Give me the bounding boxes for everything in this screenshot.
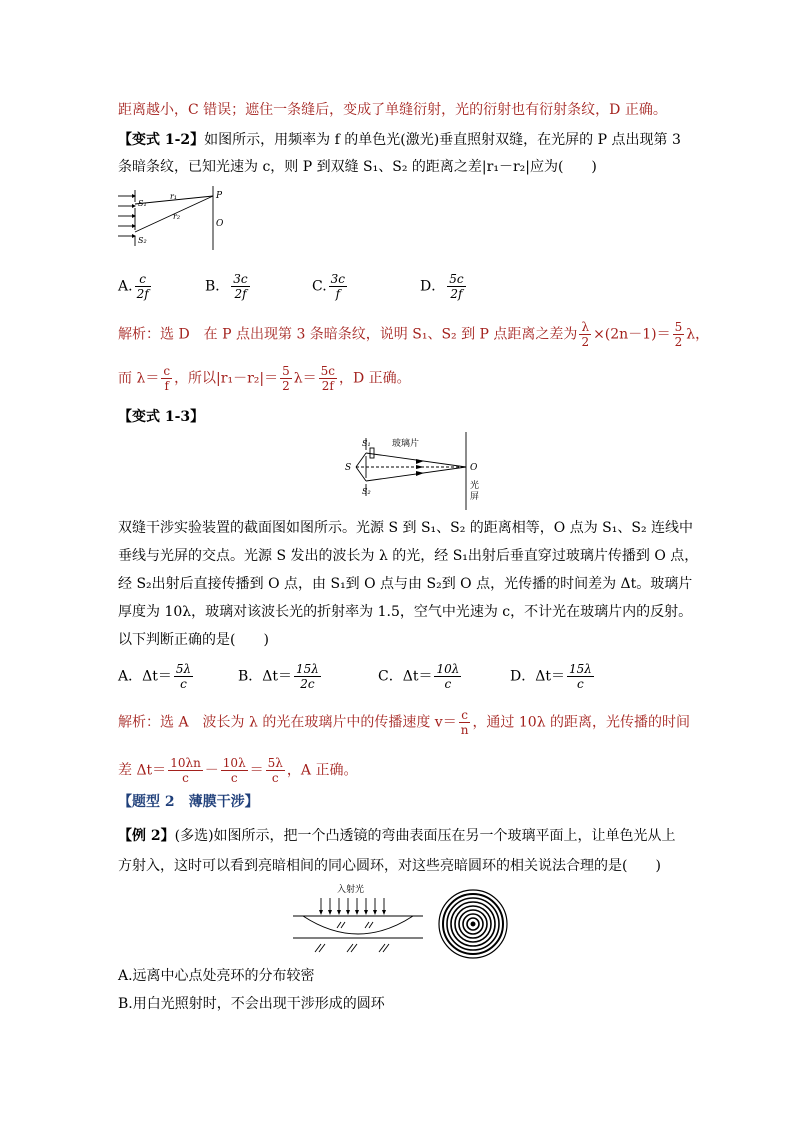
solution-fraction (319, 364, 337, 393)
option-label: C．Δt＝ (378, 668, 433, 685)
fig-label-o: O (216, 219, 224, 229)
denominator: 2f (321, 379, 334, 393)
option-fraction (447, 272, 465, 301)
solution-text: ×(2n－1)＝ (593, 326, 671, 343)
solution-text: 而 λ＝ (118, 370, 160, 387)
solution-text: 差 Δt＝ (118, 762, 167, 779)
option-label: B． (205, 278, 230, 295)
variant-1-2-solution-line1 (118, 320, 709, 349)
numerator: c (459, 708, 471, 723)
solution-text: ，所以|r₁－r₂|＝ (174, 370, 279, 387)
solution-fraction (221, 756, 248, 785)
variant-1-3-stem-line: 垂线与光屏的交点。光源 S 发出的波长为 λ 的光，经 S₁出射后垂直穿过玻璃片传播到 O 点， (118, 548, 699, 564)
numerator: 15λ (568, 662, 592, 676)
fig-label-incident-light: 入射光 (337, 885, 365, 895)
option-label: A．Δt＝ (118, 668, 172, 685)
variant-1-2-option-d (420, 272, 468, 301)
denominator: 2f (450, 287, 463, 301)
variant-1-2-option-c (312, 272, 349, 301)
denominator: 2f (234, 287, 247, 301)
variant-1-2-solution-line2 (118, 364, 411, 393)
numerator: 10λ (222, 756, 246, 770)
previous-solution-line: 距离越小，C 错误；遮住一条缝后，变成了单缝衍射，光的衍射也有衍射条纹，D 正确。 (118, 102, 667, 118)
solution-fraction (161, 364, 172, 393)
numerator: 10λ (436, 662, 460, 676)
fig-label-s: S (345, 463, 352, 473)
variant-1-2-option-b (205, 272, 252, 301)
option-fraction (329, 272, 347, 301)
variant-1-3-stem-line: 双缝干涉实验装置的截面图如图所示。光源 S 到 S₁、S₂ 的距离相等，O 点为 S₁、S₂ 连线中 (118, 520, 694, 536)
numerator: 10λn (170, 756, 201, 770)
example-2-stem-line1 (118, 826, 676, 846)
numerator: 5λ (175, 662, 192, 676)
example-2-option-a: A.远离中心点处亮环的分布较密 (118, 968, 315, 984)
numerator: 5c (320, 364, 335, 378)
fig-label-s2: S₂ (362, 487, 371, 496)
option-label: B．Δt＝ (238, 668, 293, 685)
variant-1-3-stem-line: 以下判断正确的是( ) (118, 632, 269, 648)
denominator: c (444, 677, 452, 691)
option-label: D． (420, 278, 446, 295)
denominator: 2f (136, 287, 149, 301)
variant-1-2-stem-text1: 如图所示，用频率为 f 的单色光(激光)垂直照射双缝，在光屏的 P 点出现第 3 (204, 132, 681, 148)
variant-1-3-option-d (510, 662, 596, 691)
denominator: c (180, 677, 187, 691)
variant-1-3-option-c (378, 662, 463, 691)
option-fraction (135, 272, 151, 301)
solution-text: － (204, 762, 219, 779)
solution-fraction (168, 756, 203, 785)
solution-fraction (266, 756, 285, 785)
solution-text: ，A 正确。 (286, 762, 358, 779)
variant-1-3-stem-line: 厚度为 10λ，玻璃对该波长光的折射率为 1.5，空气中光速为 c，不计光在玻璃片内的反射。 (118, 604, 693, 620)
denominator: 2c (300, 677, 315, 691)
solution-text: ，D 正确。 (338, 370, 411, 387)
denominator: c (271, 771, 279, 785)
fig-label-o: O (470, 463, 478, 473)
solution-fraction (579, 320, 591, 349)
numerator: 3c (330, 272, 346, 286)
solution-text: ，通过 10λ 的距离，光传播的时间 (472, 714, 691, 731)
option-fraction (231, 272, 249, 301)
fig-label-s2: S₂ (138, 236, 147, 245)
option-fraction (294, 662, 321, 691)
variant-1-2-option-a (118, 272, 153, 301)
variant-1-3-solution-line2 (118, 756, 357, 785)
numerator: 5λ (267, 756, 283, 770)
fig-label-glass: 玻璃片 (392, 439, 420, 449)
numerator: 15λ (296, 662, 319, 676)
option-fraction (174, 662, 193, 691)
denominator: f (164, 379, 169, 393)
option-label: D．Δt＝ (510, 668, 565, 685)
denominator: 2 (581, 335, 590, 349)
denominator: n (460, 723, 469, 737)
solution-text: λ， (686, 326, 710, 343)
option-fraction (434, 662, 461, 691)
variant-1-3-option-a (118, 662, 195, 691)
fig-label-r2: r₂ (173, 212, 181, 221)
variant-1-3-option-b (238, 662, 323, 691)
numerator: 3c (233, 272, 248, 286)
double-slit-figure (118, 186, 238, 250)
fig-label-r1: r₁ (170, 192, 178, 201)
fig-label-s1: S₁ (138, 199, 147, 208)
solution-fraction (459, 708, 471, 737)
fig-label-screen-2: 屏 (470, 492, 480, 502)
solution-text: 解析：选 D 在 P 点出现第 3 条暗条纹，说明 S₁、S₂ 到 P 点距离之差为 (118, 326, 578, 343)
fig-label-s1: S₁ (362, 439, 371, 448)
option-fraction (567, 662, 594, 691)
solution-text: λ＝ (293, 370, 317, 387)
denominator: c (182, 771, 189, 785)
denominator: 2 (282, 379, 290, 393)
numerator: 5 (674, 320, 683, 334)
variant-1-3-solution-line1 (118, 708, 690, 737)
example-2-stem-line2: 方射入，这时可以看到亮暗相间的同心圆环，对这些亮暗圆环的相关说法合理的是( ) (118, 858, 661, 874)
denominator: c (577, 677, 584, 691)
example-2-option-b: B.用白光照射时，不会出现干涉形成的圆环 (118, 996, 385, 1012)
solution-fraction (280, 364, 292, 393)
example-2-tag: 【例 2】 (118, 828, 175, 844)
example-2-stem-text1: (多选)如图所示，把一个凸透镜的弯曲表面压在另一个玻璃平面上，让单色光从上 (174, 828, 676, 844)
newton-rings-figure (293, 882, 509, 962)
solution-fraction (673, 320, 685, 349)
numerator: c (163, 364, 171, 378)
variant-1-2-tag: 【变式 1-2】 (118, 132, 205, 148)
option-label: C. (312, 278, 327, 295)
numerator: c (135, 272, 151, 287)
solution-text: 解析：选 A 波长为 λ 的光在玻璃片中的传播速度 v＝ (118, 714, 457, 731)
variant-1-3-stem-line: 经 S₂出射后直接传播到 O 点，由 S₁到 O 点与由 S₂到 O 点，光传播的时间差为 Δt。玻璃片 (118, 576, 693, 592)
fig-label-screen-1: 光 (470, 481, 480, 491)
numerator: 5 (282, 364, 290, 378)
denominator: c (230, 771, 238, 785)
variant-1-2-stem-line1 (118, 130, 681, 150)
variant-1-2-stem-line2: 条暗条纹，已知光速为 c，则 P 到双缝 S₁、S₂ 的距离之差|r₁－r₂|应为( ) (118, 159, 597, 175)
solution-text: ＝ (249, 762, 264, 779)
numerator: λ (579, 320, 591, 335)
fig-label-p: P (216, 191, 223, 201)
denominator: 2 (674, 335, 683, 349)
section-heading-type-2: 【题型 2 薄膜干涉】 (118, 794, 259, 810)
variant-1-3-tag: 【变式 1-3】 (118, 409, 205, 425)
numerator: 5c (449, 272, 464, 286)
glass-slit-figure (336, 432, 496, 512)
denominator: f (335, 287, 341, 301)
option-label: A. (118, 278, 133, 295)
